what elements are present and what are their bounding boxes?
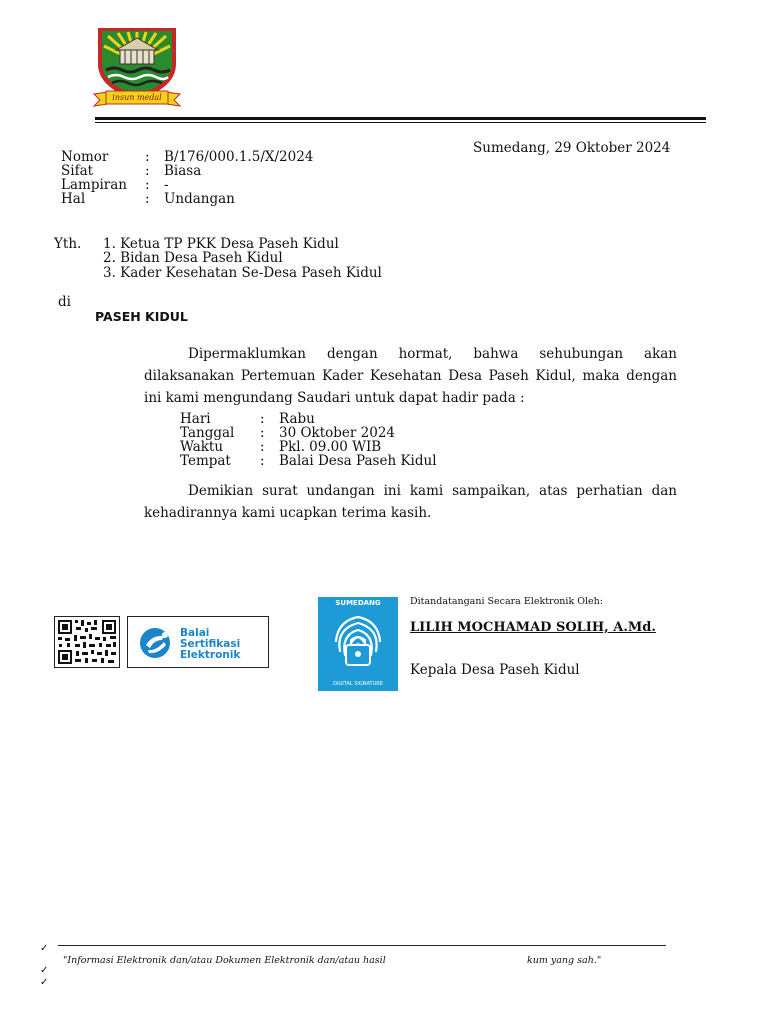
body-paragraph-2: Demikian surat undangan ini kami sampaikan, atas perhatian dan kehadirannya kami ucapkan terima kasih.	[144, 483, 677, 521]
detail-value: Rabu	[279, 411, 315, 427]
meta-value: Biasa	[164, 163, 202, 179]
detail-key: Tempat	[180, 453, 231, 469]
signed-by-label: Ditandatangani Secara Elektronik Oleh:	[410, 596, 603, 607]
detail-value: 30 Oktober 2024	[279, 425, 396, 441]
meta-colon: :	[145, 177, 150, 193]
detail-key: Waktu	[180, 439, 224, 455]
badge-subtitle: DIGITAL SIGNATURE	[333, 681, 383, 687]
footer-check-icon: ✓	[40, 977, 49, 988]
signer-name: LILIH MOCHAMAD SOLIH, A.Md.	[410, 620, 656, 635]
digital-signature-badge	[318, 597, 398, 691]
fingerprint-lock-icon	[328, 611, 388, 677]
qr-code	[54, 616, 120, 668]
bsre-line: Elektronik	[180, 649, 241, 661]
meta-value: Undangan	[164, 191, 235, 207]
bsre-logo-box	[127, 616, 269, 668]
recipient-prefix: Yth.	[54, 236, 82, 252]
meta-key: Hal	[61, 191, 86, 207]
letterhead-divider-thick	[95, 117, 706, 120]
place-di: di	[58, 294, 71, 310]
bsre-text	[180, 628, 240, 661]
place-name: PASEH KIDUL	[95, 309, 188, 324]
regency-emblem-logo	[92, 22, 182, 107]
meta-colon: :	[145, 149, 150, 165]
meta-key: Lampiran	[61, 177, 127, 193]
detail-value: Balai Desa Paseh Kidul	[279, 453, 437, 469]
meta-key: Sifat	[61, 163, 94, 179]
footer-check-icon: ✓	[40, 965, 49, 976]
detail-key: Tanggal	[180, 425, 235, 441]
letterhead-divider-thin	[95, 122, 706, 123]
meta-value: -	[164, 177, 169, 193]
bsre-logo-icon	[138, 626, 174, 660]
meta-colon: :	[145, 163, 150, 179]
detail-colon: :	[260, 425, 265, 441]
letter-date: Sumedang, 29 Oktober 2024	[473, 140, 671, 156]
meta-colon: :	[145, 191, 150, 207]
signer-position: Kepala Desa Paseh Kidul	[410, 662, 580, 678]
footer-disclaimer-left: "Informasi Elektronik dan/atau Dokumen Elektronik dan/atau hasil	[63, 955, 386, 966]
bsre-line: Sertifikasi	[180, 638, 241, 650]
detail-value: Pkl. 09.00 WIB	[279, 439, 382, 455]
emblem-motto: insun medal	[112, 93, 162, 102]
badge-title: SUMEDANG	[335, 599, 381, 607]
bsre-line: Balai	[180, 627, 210, 639]
footer-check-icon: ✓	[40, 943, 49, 954]
body-paragraph-1: Dipermaklumkan dengan hormat, bahwa sehubungan akan dilaksanakan Pertemuan Kader Kesehatan Desa Paseh Kidul, maka dengan ini kami mengundang Saudari untuk dapat hadir pada :	[144, 346, 677, 406]
meta-value: B/176/000.1.5/X/2024	[164, 149, 314, 165]
recipient-item: 3. Kader Kesehatan Se-Desa Paseh Kidul	[103, 265, 382, 281]
detail-colon: :	[260, 453, 265, 469]
detail-key: Hari	[180, 411, 211, 427]
qr-code-icon	[55, 617, 119, 667]
recipient-item: 2. Bidan Desa Paseh Kidul	[103, 250, 283, 266]
recipient-item: 1. Ketua TP PKK Desa Paseh Kidul	[103, 236, 339, 252]
detail-colon: :	[260, 439, 265, 455]
footer-divider	[58, 945, 666, 946]
detail-colon: :	[260, 411, 265, 427]
meta-key: Nomor	[61, 149, 109, 165]
footer-disclaimer-right: kum yang sah."	[527, 955, 602, 966]
